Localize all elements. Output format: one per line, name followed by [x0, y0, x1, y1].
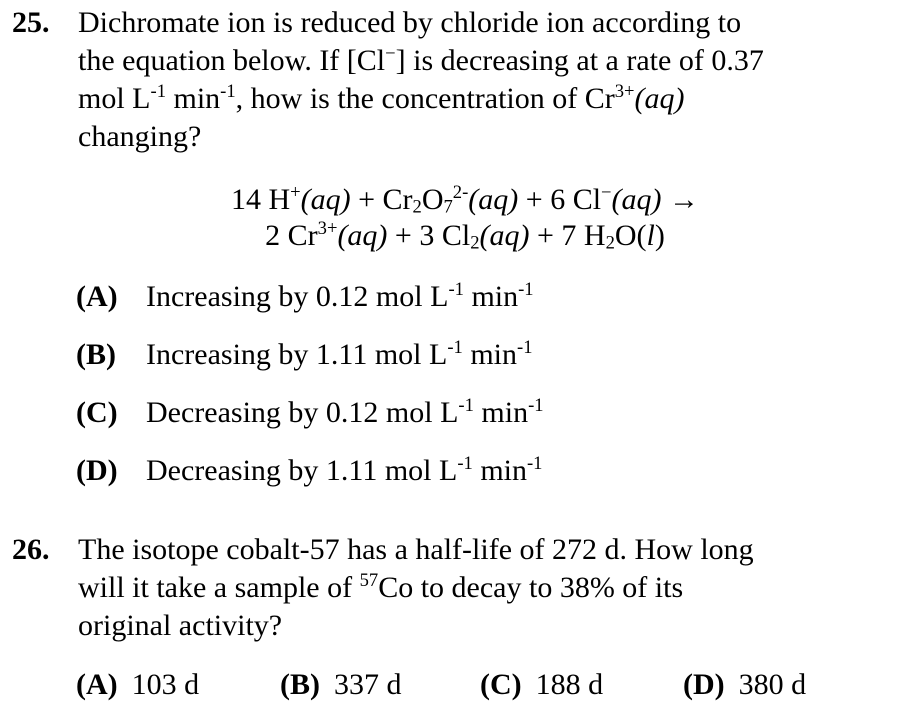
equation-line [14, 218, 902, 254]
exponent: -1 [528, 394, 544, 416]
state-symbol: (aq) [634, 82, 685, 115]
option-text: min [462, 338, 517, 371]
stem-text: mol L [78, 82, 151, 115]
stem-text: min [166, 82, 221, 115]
option-c[interactable] [76, 396, 544, 430]
stem-text: Dichromate ion is reduced by chloride ion according to [78, 6, 742, 39]
stem-line [78, 4, 878, 42]
subscript: 2 [470, 232, 480, 254]
option-letter: (A) [76, 280, 118, 313]
stem-text: original activity? [78, 609, 283, 642]
stem-line [78, 607, 878, 645]
question-number: 26. [12, 533, 50, 566]
option-letter: (B) [280, 668, 320, 701]
eq-text: O( [614, 219, 647, 252]
option-text: min [472, 454, 527, 487]
equation-line [14, 182, 902, 218]
charge-superscript: + [290, 181, 301, 203]
eq-text: 14 H [230, 183, 291, 216]
option-text: min [463, 280, 519, 313]
stem-text: ] is decreasing at a rate of 0.37 [395, 44, 764, 77]
option-text: Decreasing by 1.11 mol L [146, 454, 458, 487]
option-letter: (B) [76, 338, 116, 371]
question-stem [78, 4, 878, 156]
stem-text: changing? [78, 120, 202, 153]
exponent: -1 [526, 452, 543, 474]
state-symbol: (aq) [611, 183, 662, 216]
stem-line [78, 42, 878, 80]
stem-line [78, 531, 878, 569]
option-text: 337 d [334, 668, 402, 701]
option-letter: (D) [683, 668, 725, 701]
stem-text: , how is the concentration of Cr [235, 82, 615, 115]
option-text: Increasing by 0.12 mol L [146, 280, 449, 313]
state-symbol: (aq) [479, 219, 530, 252]
eq-text: + 3 Cl [387, 219, 471, 252]
exponent: -1 [150, 80, 166, 102]
charge-superscript: − [601, 181, 612, 203]
state-symbol: l [646, 219, 655, 252]
option-b[interactable] [280, 668, 402, 702]
subscript: 7 [443, 196, 453, 218]
option-text: Increasing by 1.11 mol L [146, 338, 448, 371]
charge-superscript: − [385, 42, 396, 64]
option-c[interactable] [480, 668, 603, 702]
stem-line [78, 80, 878, 118]
option-a[interactable] [76, 668, 199, 702]
question-number: 25. [12, 6, 50, 39]
stem-line [78, 569, 878, 607]
charge-superscript: 2- [452, 181, 469, 203]
charge-superscript: 3+ [614, 80, 635, 102]
stem-line [78, 118, 878, 156]
eq-text: + 6 Cl [518, 183, 602, 216]
stem-text: Co to decay to 38% of its [378, 571, 684, 604]
reaction-arrow: → [661, 183, 700, 216]
exponent: -1 [518, 278, 534, 300]
exponent: -1 [517, 336, 533, 358]
exponent: -1 [447, 336, 463, 358]
eq-text: O [421, 183, 444, 216]
option-letter: (C) [480, 668, 522, 701]
stem-text: the equation below. If [Cl [78, 44, 386, 77]
option-d[interactable] [683, 668, 806, 702]
option-text: min [473, 396, 529, 429]
option-text: 188 d [535, 668, 604, 701]
chemical-equation [14, 182, 902, 254]
state-symbol: (aq) [337, 219, 388, 252]
exponent: -1 [220, 80, 236, 102]
option-letter: (D) [76, 454, 118, 487]
eq-text: + Cr [350, 183, 413, 216]
eq-text: 2 Cr [265, 219, 318, 252]
option-text: Decreasing by 0.12 mol L [146, 396, 459, 429]
option-b[interactable] [76, 338, 533, 372]
option-a[interactable] [76, 280, 534, 314]
subscript: 2 [605, 232, 615, 254]
stem-text: will it take a sample of [78, 571, 360, 604]
charge-superscript: 3+ [317, 217, 338, 239]
exponent: -1 [448, 278, 464, 300]
option-letter: (A) [76, 668, 118, 701]
option-letter: (C) [76, 396, 118, 429]
option-text: 380 d [738, 668, 807, 701]
option-text: 103 d [131, 668, 200, 701]
mass-number-superscript: 57 [359, 569, 379, 591]
eq-text: + 7 H [529, 219, 606, 252]
stem-text: The isotope cobalt-57 has a half-life of 272 d. How long [78, 533, 754, 566]
subscript: 2 [412, 196, 422, 218]
eq-text: ) [654, 219, 665, 252]
question-stem [78, 531, 878, 645]
exponent: -1 [458, 394, 474, 416]
option-d[interactable] [76, 454, 542, 488]
state-symbol: (aq) [468, 183, 519, 216]
exponent: -1 [457, 452, 473, 474]
state-symbol: (aq) [300, 183, 351, 216]
